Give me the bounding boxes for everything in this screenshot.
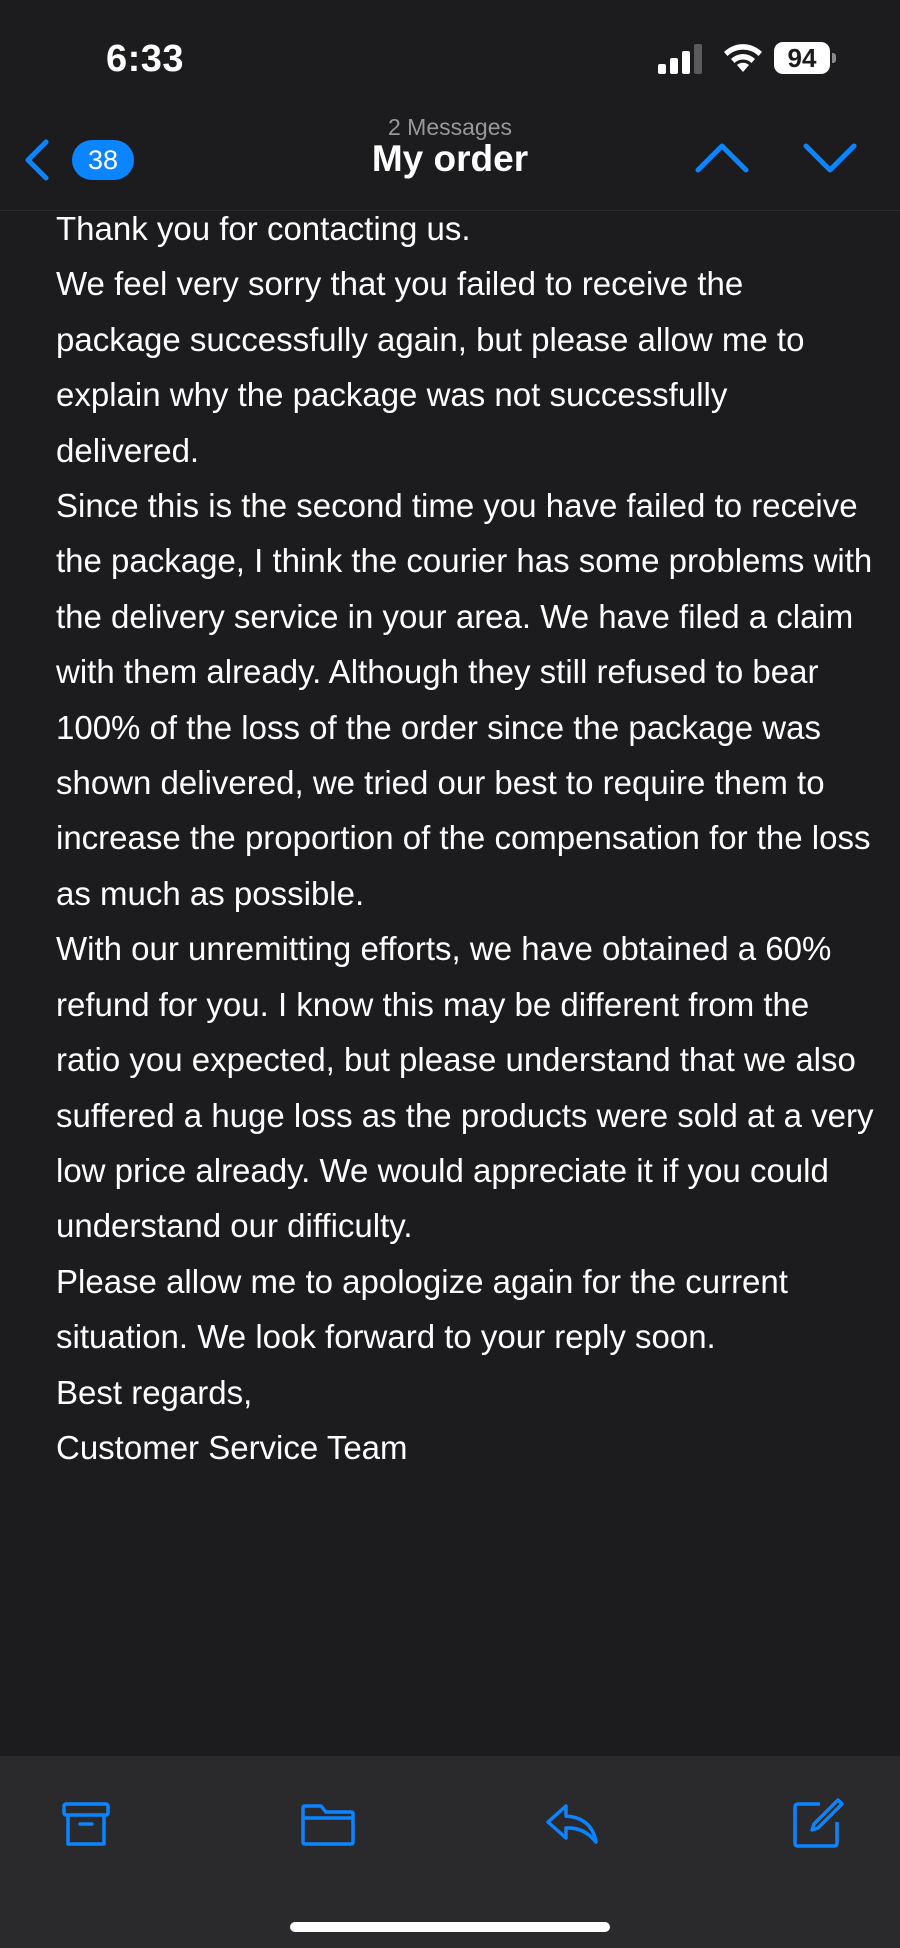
message-paragraph: Since this is the second time you have failed to receive the package, I think the courier has some problems with the delivery service in your area. We have filed a claim with them already. Although they still refused to bear 100% of the loss of the order since the package was shown delivered, we tried our best to require them to increase the proportion of the compensation for the loss as much as possible.: [56, 487, 873, 912]
navigation-bar: [0, 110, 900, 211]
message-paragraph: Customer Service Team: [56, 1428, 408, 1466]
reply-icon[interactable]: [544, 1796, 600, 1852]
folder-icon[interactable]: [300, 1796, 356, 1852]
status-bar: [0, 0, 900, 110]
chevron-down-icon[interactable]: [802, 134, 858, 182]
bottom-toolbar: [0, 1756, 900, 1948]
message-paragraph: With our unremitting efforts, we have obtained a 60% refund for you. I know this may be different from the ratio you expected, but please understand that we also suffered a huge loss as the products were sold at a very low price already. We would appreciate it if you could understand our difficulty.: [56, 930, 874, 1245]
status-time: 6:33: [106, 38, 185, 80]
page-title: My order: [371, 138, 529, 179]
message-text: [56, 211, 876, 1475]
message-paragraph: We feel very sorry that you failed to receive the package successfully again, but please allow me to explain why the package was not successfully delivered.: [56, 265, 805, 469]
message-paragraph: Thank you for contacting us.: [56, 211, 471, 247]
battery-icon: [774, 42, 838, 74]
battery-tip: [832, 53, 836, 63]
battery-level: 94: [787, 43, 817, 73]
chevron-up-icon[interactable]: [694, 134, 750, 182]
wifi-icon: [722, 42, 764, 74]
message-paragraph: Best regards,: [56, 1373, 253, 1411]
unread-count-badge: 38: [72, 140, 134, 180]
message-body[interactable]: [0, 211, 900, 1756]
compose-icon[interactable]: [790, 1796, 846, 1852]
message-count: 2 Messages: [387, 114, 512, 140]
message-paragraph: Please allow me to apologize again for the current situation. We look forward to your reply soon.: [56, 1262, 788, 1356]
home-indicator[interactable]: [290, 1922, 610, 1932]
signal-icon: [656, 44, 704, 74]
archive-icon[interactable]: [58, 1796, 114, 1852]
